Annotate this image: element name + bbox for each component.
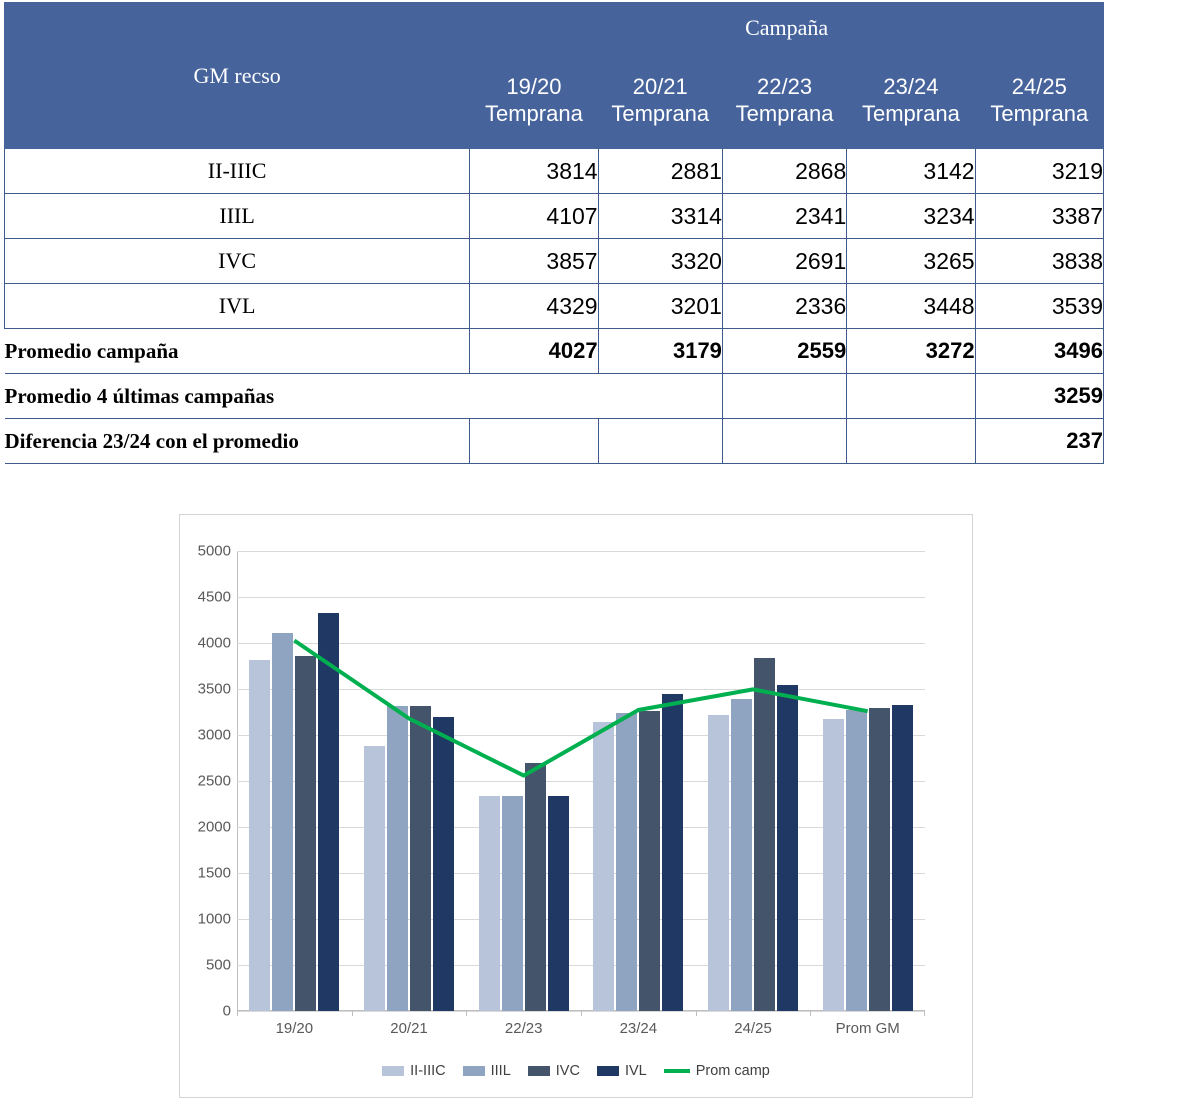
bar-ivl [777, 685, 798, 1011]
legend-swatch-icon [382, 1066, 404, 1076]
cell-ii-iiic-1: 3814 [470, 149, 598, 194]
header-col-5 [975, 54, 1103, 149]
row-label-promedio-4-ultimas: Promedio 4 últimas campañas [5, 374, 723, 419]
bar-ivl [548, 796, 569, 1011]
header-col-5-line1: 24/25 [1011, 74, 1067, 100]
bar-ivc [295, 656, 316, 1011]
bar-ivl [433, 717, 454, 1011]
y-axis-tick-label: 3000 [197, 726, 231, 744]
cell-promedio-4-ultimas-3 [722, 374, 846, 419]
header-col-2 [598, 54, 722, 149]
cell-ii-iiic-2: 2881 [598, 149, 722, 194]
cell-ivl-5: 3539 [975, 284, 1103, 329]
row-label-ii-iiic: II-IIIC [5, 149, 470, 194]
legend-item[interactable] [597, 1063, 647, 1079]
bar-ivc [525, 763, 546, 1011]
bar-groups [237, 551, 925, 1037]
y-axis-tick-label: 2500 [197, 772, 231, 790]
cell-ii-iiic-3: 2868 [722, 149, 846, 194]
cell-ivl-1: 4329 [470, 284, 598, 329]
bar-ivc [754, 658, 775, 1011]
x-tick-mark [237, 1011, 238, 1016]
y-axis-tick-label: 5000 [197, 542, 231, 560]
row-label-diferencia: Diferencia 23/24 con el promedio [5, 419, 470, 464]
chart-container [179, 514, 973, 1098]
x-axis-tick-label: Prom GM [835, 1020, 900, 1037]
y-axis-tick-label: 1000 [197, 910, 231, 928]
row-label-iiil: IIIL [5, 194, 470, 239]
legend-label: IIIL [490, 1063, 511, 1079]
bar-iiil [502, 796, 523, 1011]
bar-group [352, 551, 467, 1037]
bar-ii-iiic [249, 660, 270, 1011]
x-tick-mark [352, 1011, 353, 1016]
header-gm-recso: GM recso [5, 3, 470, 149]
x-tick-mark [696, 1011, 697, 1016]
bar-ii-iiic [823, 719, 844, 1011]
cell-ivl-2: 3201 [598, 284, 722, 329]
cell-promedio-campana-5: 3496 [975, 329, 1103, 374]
table-row [5, 284, 1104, 329]
bar-iiil [272, 633, 293, 1011]
y-axis-tick-label: 4500 [197, 588, 231, 606]
table-row-summary [5, 374, 1104, 419]
bar-group [237, 551, 352, 1037]
legend-item[interactable] [463, 1063, 511, 1079]
cell-iiil-3: 2341 [722, 194, 846, 239]
cell-ivc-1: 3857 [470, 239, 598, 284]
cell-ivc-3: 2691 [722, 239, 846, 284]
cell-iiil-1: 4107 [470, 194, 598, 239]
row-label-promedio-campana: Promedio campaña [5, 329, 470, 374]
x-axis-tick-label: 22/23 [504, 1020, 543, 1037]
cell-ivc-4: 3265 [847, 239, 975, 284]
campaign-data-table [4, 2, 1104, 464]
header-col-2-line1: 20/21 [632, 74, 688, 100]
x-tick-mark [466, 1011, 467, 1016]
table-header-group-row [5, 3, 1104, 54]
y-axis-tick-label: 4000 [197, 634, 231, 652]
bar-ii-iiic [708, 715, 729, 1011]
x-tick-mark [810, 1011, 811, 1016]
cell-diferencia-1 [470, 419, 598, 464]
cell-iiil-5: 3387 [975, 194, 1103, 239]
legend-label: IVL [624, 1063, 647, 1079]
legend-swatch-icon [463, 1066, 485, 1076]
cell-iiil-2: 3314 [598, 194, 722, 239]
bar-iiil [387, 706, 408, 1011]
x-axis-tick-label: 23/24 [619, 1020, 658, 1037]
bar-iiil [731, 699, 752, 1011]
cell-promedio-campana-2: 3179 [598, 329, 722, 374]
bar-ii-iiic [593, 722, 614, 1011]
x-axis-tick-label: 19/20 [275, 1020, 314, 1037]
cell-promedio-campana-4: 3272 [847, 329, 975, 374]
legend-item[interactable] [382, 1063, 445, 1079]
header-col-1 [470, 54, 598, 149]
x-tick-mark [924, 1011, 925, 1016]
row-label-ivc: IVC [5, 239, 470, 284]
bar-ivl [662, 694, 683, 1011]
y-axis-tick-label: 3500 [197, 680, 231, 698]
bar-ii-iiic [479, 796, 500, 1011]
cell-promedio-4-ultimas-4 [847, 374, 975, 419]
row-label-ivl: IVL [5, 284, 470, 329]
table-row [5, 149, 1104, 194]
bar-ii-iiic [364, 746, 385, 1011]
header-col-5-line2: Temprana [990, 101, 1089, 126]
legend-swatch-icon [597, 1066, 619, 1076]
cell-ii-iiic-5: 3219 [975, 149, 1103, 194]
bar-group [810, 551, 925, 1037]
cell-diferencia-3 [722, 419, 846, 464]
chart-plot-area [197, 542, 925, 1037]
cell-promedio-4-ultimas-5: 3259 [975, 374, 1103, 419]
bar-group [696, 551, 811, 1037]
bar-ivc [639, 711, 660, 1011]
header-col-2-line2: Temprana [611, 101, 710, 126]
y-axis-tick-label: 1500 [197, 864, 231, 882]
cell-diferencia-4 [847, 419, 975, 464]
cell-promedio-campana-3: 2559 [722, 329, 846, 374]
y-axis-tick-label: 0 [222, 1002, 231, 1020]
legend-label: II-IIIC [410, 1063, 446, 1079]
legend-swatch-icon [528, 1066, 550, 1076]
legend-item[interactable] [528, 1063, 580, 1079]
legend-item[interactable] [664, 1063, 770, 1079]
bar-group [466, 551, 581, 1037]
cell-ii-iiic-4: 3142 [847, 149, 975, 194]
header-col-4-line2: Temprana [862, 101, 960, 126]
header-col-3-line2: Temprana [735, 101, 834, 126]
header-col-1-line1: 19/20 [506, 74, 562, 100]
y-axis-tick-label: 2000 [197, 818, 231, 836]
cell-iiil-4: 3234 [847, 194, 975, 239]
chart-legend [180, 1063, 972, 1079]
table-row-summary [5, 419, 1104, 464]
x-tick-mark [581, 1011, 582, 1016]
bar-ivc [869, 708, 890, 1011]
header-col-4 [847, 54, 975, 149]
header-col-4-line1: 23/24 [883, 74, 939, 100]
legend-label: IVC [555, 1063, 580, 1079]
y-axis-tick-label: 500 [205, 956, 231, 974]
cell-ivc-2: 3320 [598, 239, 722, 284]
cell-promedio-campana-1: 4027 [470, 329, 598, 374]
table-row [5, 194, 1104, 239]
bar-ivl [892, 705, 913, 1011]
bar-group [581, 551, 696, 1037]
x-axis-tick-label: 24/25 [734, 1020, 772, 1037]
header-col-3 [722, 54, 846, 149]
table-row-summary [5, 329, 1104, 374]
cell-diferencia-2 [598, 419, 722, 464]
header-col-3-line1: 22/23 [757, 74, 813, 100]
x-axis-tick-label: 20/21 [390, 1020, 428, 1037]
cell-ivl-3: 2336 [722, 284, 846, 329]
bar-ivc [410, 706, 431, 1011]
header-col-1-line2: Temprana [485, 101, 583, 126]
legend-label: Prom camp [695, 1063, 770, 1079]
cell-diferencia-5: 237 [975, 419, 1103, 464]
cell-ivl-4: 3448 [847, 284, 975, 329]
cell-ivc-5: 3838 [975, 239, 1103, 284]
bar-ivl [318, 613, 339, 1011]
table-row [5, 239, 1104, 284]
chart-inner [180, 515, 972, 1097]
legend-line-icon [664, 1069, 690, 1073]
bar-iiil [846, 710, 867, 1011]
bar-iiil [616, 713, 637, 1011]
header-campana: Campaña [470, 3, 1104, 54]
campaign-table-container [4, 2, 1104, 464]
